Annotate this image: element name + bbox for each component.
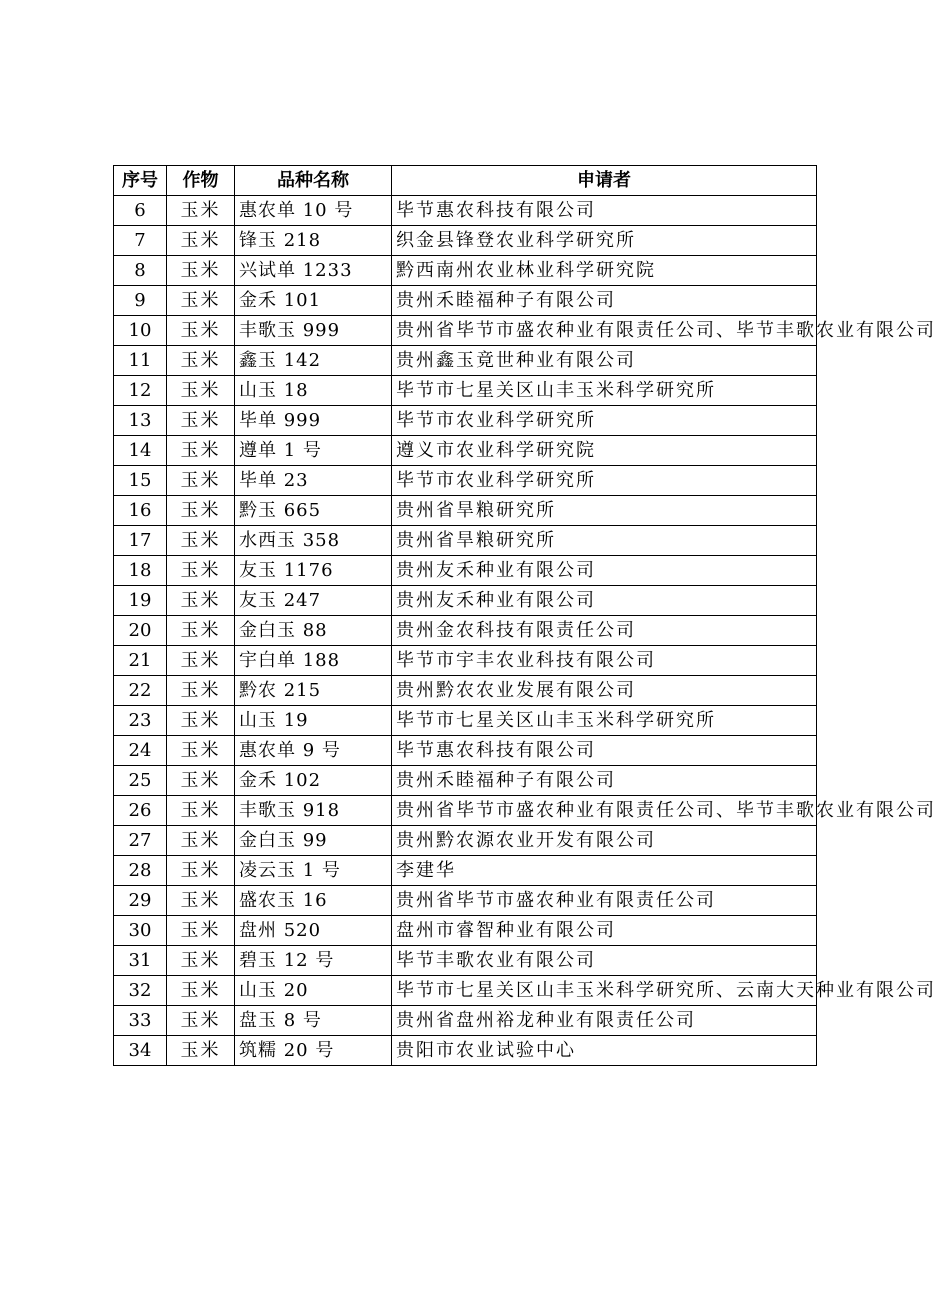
cell-variety-name: 丰歌玉 999	[235, 316, 392, 346]
cell-applicant: 贵州鑫玉竟世种业有限公司	[392, 346, 817, 376]
cell-variety-name: 水西玉 358	[235, 526, 392, 556]
cell-crop: 玉米	[167, 1006, 235, 1036]
cell-crop: 玉米	[167, 736, 235, 766]
cell-crop: 玉米	[167, 646, 235, 676]
cell-serial-no: 11	[114, 346, 167, 376]
cell-crop: 玉米	[167, 286, 235, 316]
cell-crop: 玉米	[167, 466, 235, 496]
cell-applicant: 贵州黔农农业发展有限公司	[392, 676, 817, 706]
cell-variety-name: 毕单 23	[235, 466, 392, 496]
cell-crop: 玉米	[167, 196, 235, 226]
table-row	[114, 946, 817, 976]
cell-variety-name: 惠农单 9 号	[235, 736, 392, 766]
header-row	[114, 166, 817, 196]
cell-applicant: 李建华	[392, 856, 817, 886]
cell-applicant: 贵州省毕节市盛农种业有限责任公司	[392, 886, 817, 916]
cell-crop: 玉米	[167, 496, 235, 526]
cell-serial-no: 8	[114, 256, 167, 286]
cell-serial-no: 33	[114, 1006, 167, 1036]
table-row	[114, 406, 817, 436]
table-row	[114, 586, 817, 616]
cell-applicant: 毕节市七星关区山丰玉米科学研究所	[392, 376, 817, 406]
cell-crop: 玉米	[167, 526, 235, 556]
cell-crop: 玉米	[167, 556, 235, 586]
table-row	[114, 1006, 817, 1036]
cell-applicant: 毕节市农业科学研究所	[392, 466, 817, 496]
cell-serial-no: 19	[114, 586, 167, 616]
cell-serial-no: 24	[114, 736, 167, 766]
cell-crop: 玉米	[167, 856, 235, 886]
cell-variety-name: 鑫玉 142	[235, 346, 392, 376]
table-row	[114, 556, 817, 586]
table-row	[114, 466, 817, 496]
cell-applicant: 贵州金农科技有限责任公司	[392, 616, 817, 646]
table-row	[114, 706, 817, 736]
cell-serial-no: 15	[114, 466, 167, 496]
cell-crop: 玉米	[167, 826, 235, 856]
cell-serial-no: 20	[114, 616, 167, 646]
cell-variety-name: 筑糯 20 号	[235, 1036, 392, 1066]
cell-variety-name: 毕单 999	[235, 406, 392, 436]
cell-serial-no: 34	[114, 1036, 167, 1066]
cell-applicant: 贵州友禾种业有限公司	[392, 586, 817, 616]
cell-applicant: 毕节市七星关区山丰玉米科学研究所、云南大天种业有限公司	[392, 976, 817, 1006]
table-row	[114, 796, 817, 826]
table-row	[114, 886, 817, 916]
cell-variety-name: 黔农 215	[235, 676, 392, 706]
cell-crop: 玉米	[167, 946, 235, 976]
cell-serial-no: 10	[114, 316, 167, 346]
cell-crop: 玉米	[167, 616, 235, 646]
cell-applicant: 毕节丰歌农业有限公司	[392, 946, 817, 976]
header-applicant: 申请者	[392, 166, 817, 196]
cell-crop: 玉米	[167, 406, 235, 436]
cell-serial-no: 23	[114, 706, 167, 736]
cell-crop: 玉米	[167, 1036, 235, 1066]
cell-variety-name: 山玉 18	[235, 376, 392, 406]
cell-crop: 玉米	[167, 766, 235, 796]
cell-crop: 玉米	[167, 436, 235, 466]
cell-applicant: 贵州省旱粮研究所	[392, 526, 817, 556]
cell-variety-name: 碧玉 12 号	[235, 946, 392, 976]
cell-crop: 玉米	[167, 916, 235, 946]
cell-applicant: 盘州市睿智种业有限公司	[392, 916, 817, 946]
cell-applicant: 黔西南州农业林业科学研究院	[392, 256, 817, 286]
table-row	[114, 766, 817, 796]
table-row	[114, 256, 817, 286]
cell-applicant: 贵州省盘州裕龙种业有限责任公司	[392, 1006, 817, 1036]
cell-crop: 玉米	[167, 226, 235, 256]
variety-table	[113, 165, 936, 1066]
header-variety-name: 品种名称	[235, 166, 392, 196]
cell-crop: 玉米	[167, 706, 235, 736]
cell-applicant: 贵州省旱粮研究所	[392, 496, 817, 526]
header-crop: 作物	[167, 166, 235, 196]
cell-crop: 玉米	[167, 676, 235, 706]
cell-crop: 玉米	[167, 886, 235, 916]
cell-variety-name: 金白玉 99	[235, 826, 392, 856]
cell-serial-no: 16	[114, 496, 167, 526]
cell-serial-no: 29	[114, 886, 167, 916]
cell-applicant: 贵州省毕节市盛农种业有限责任公司、毕节丰歌农业有限公司	[392, 796, 817, 826]
cell-variety-name: 友玉 1176	[235, 556, 392, 586]
table-row	[114, 196, 817, 226]
table-row	[114, 376, 817, 406]
table-row	[114, 226, 817, 256]
cell-variety-name: 丰歌玉 918	[235, 796, 392, 826]
cell-crop: 玉米	[167, 256, 235, 286]
cell-crop: 玉米	[167, 976, 235, 1006]
cell-serial-no: 14	[114, 436, 167, 466]
cell-applicant: 遵义市农业科学研究院	[392, 436, 817, 466]
cell-serial-no: 26	[114, 796, 167, 826]
cell-variety-name: 山玉 19	[235, 706, 392, 736]
cell-applicant: 毕节惠农科技有限公司	[392, 736, 817, 766]
cell-crop: 玉米	[167, 586, 235, 616]
cell-variety-name: 盘州 520	[235, 916, 392, 946]
cell-variety-name: 盘玉 8 号	[235, 1006, 392, 1036]
cell-serial-no: 27	[114, 826, 167, 856]
cell-variety-name: 金白玉 88	[235, 616, 392, 646]
cell-variety-name: 兴试单 1233	[235, 256, 392, 286]
cell-serial-no: 28	[114, 856, 167, 886]
cell-serial-no: 12	[114, 376, 167, 406]
cell-applicant: 贵阳市农业试验中心	[392, 1036, 817, 1066]
cell-applicant: 织金县锋登农业科学研究所	[392, 226, 817, 256]
cell-variety-name: 友玉 247	[235, 586, 392, 616]
cell-crop: 玉米	[167, 376, 235, 406]
cell-serial-no: 21	[114, 646, 167, 676]
table-row	[114, 496, 817, 526]
cell-applicant: 贵州省毕节市盛农种业有限责任公司、毕节丰歌农业有限公司	[392, 316, 817, 346]
cell-variety-name: 山玉 20	[235, 976, 392, 1006]
table-row	[114, 736, 817, 766]
table-row	[114, 316, 817, 346]
cell-variety-name: 遵单 1 号	[235, 436, 392, 466]
cell-applicant: 贵州黔农源农业开发有限公司	[392, 826, 817, 856]
table-row	[114, 676, 817, 706]
cell-applicant: 毕节市七星关区山丰玉米科学研究所	[392, 706, 817, 736]
cell-applicant: 贵州禾睦福种子有限公司	[392, 766, 817, 796]
table-row	[114, 286, 817, 316]
table-row	[114, 646, 817, 676]
cell-serial-no: 9	[114, 286, 167, 316]
table-row	[114, 346, 817, 376]
header-serial-no: 序号	[114, 166, 167, 196]
cell-crop: 玉米	[167, 316, 235, 346]
cell-variety-name: 宇白单 188	[235, 646, 392, 676]
cell-serial-no: 22	[114, 676, 167, 706]
cell-variety-name: 金禾 102	[235, 766, 392, 796]
cell-applicant: 毕节市农业科学研究所	[392, 406, 817, 436]
table-row	[114, 826, 817, 856]
cell-serial-no: 25	[114, 766, 167, 796]
table-row	[114, 526, 817, 556]
table-row	[114, 856, 817, 886]
cell-serial-no: 30	[114, 916, 167, 946]
table-body	[114, 196, 936, 1066]
table-row	[114, 616, 817, 646]
cell-applicant: 毕节惠农科技有限公司	[392, 196, 817, 226]
cell-variety-name: 黔玉 665	[235, 496, 392, 526]
cell-crop: 玉米	[167, 796, 235, 826]
cell-variety-name: 锋玉 218	[235, 226, 392, 256]
cell-serial-no: 32	[114, 976, 167, 1006]
table-row	[114, 436, 817, 466]
table-row	[114, 916, 817, 946]
cell-variety-name: 惠农单 10 号	[235, 196, 392, 226]
cell-variety-name: 盛农玉 16	[235, 886, 392, 916]
cell-variety-name: 金禾 101	[235, 286, 392, 316]
cell-applicant: 贵州友禾种业有限公司	[392, 556, 817, 586]
cell-crop: 玉米	[167, 346, 235, 376]
cell-serial-no: 17	[114, 526, 167, 556]
cell-applicant: 毕节市宇丰农业科技有限公司	[392, 646, 817, 676]
table-row	[114, 976, 817, 1006]
table-header	[114, 166, 817, 196]
cell-serial-no: 18	[114, 556, 167, 586]
cell-serial-no: 13	[114, 406, 167, 436]
cell-serial-no: 31	[114, 946, 167, 976]
cell-applicant: 贵州禾睦福种子有限公司	[392, 286, 817, 316]
table-row	[114, 1036, 817, 1066]
cell-serial-no: 6	[114, 196, 167, 226]
cell-variety-name: 凌云玉 1 号	[235, 856, 392, 886]
cell-serial-no: 7	[114, 226, 167, 256]
